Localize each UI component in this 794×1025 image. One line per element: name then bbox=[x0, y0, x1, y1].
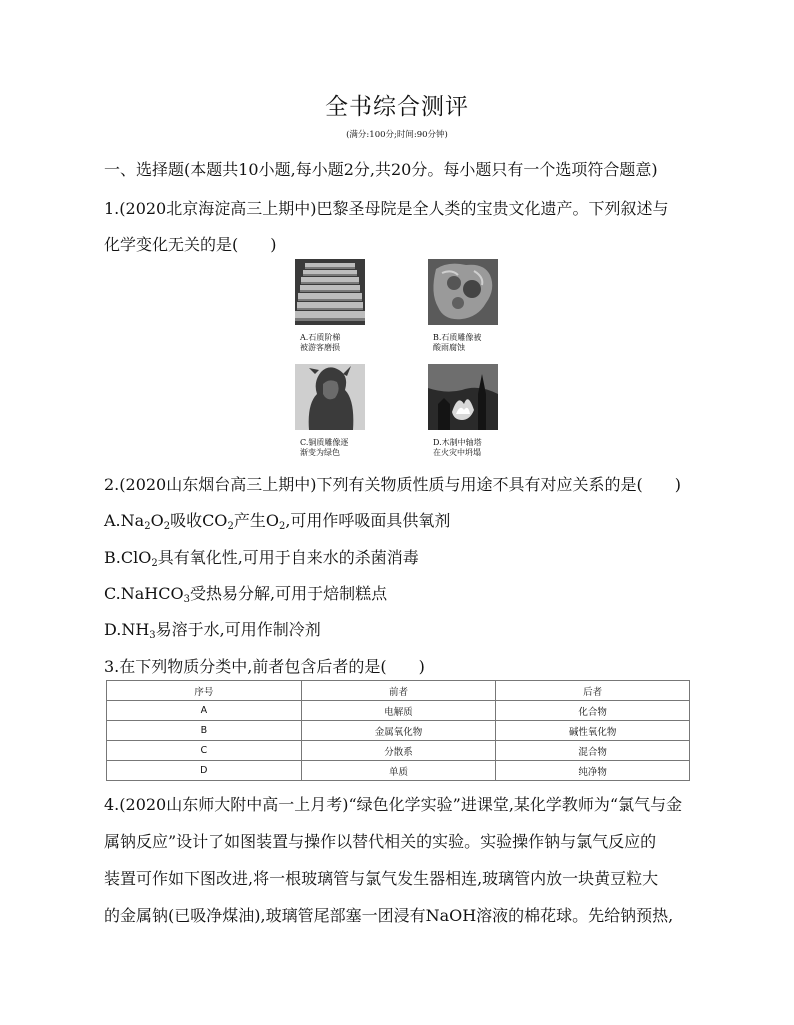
q2-d-sub-1: 3 bbox=[149, 630, 156, 641]
table-cell: 单质 bbox=[301, 761, 496, 781]
stone-steps-image bbox=[295, 259, 365, 325]
q2-c-sub-1: 3 bbox=[183, 594, 190, 605]
q1-caption-d: D.木制中轴塔 在火灾中坍塌 bbox=[433, 438, 482, 457]
table-row bbox=[107, 741, 690, 761]
page-subtitle: (满分:100分;时间:90分钟) bbox=[346, 130, 448, 140]
q1-caption-c: C.铜质雕像逐 渐变为绿色 bbox=[300, 438, 349, 457]
table-row bbox=[107, 761, 690, 781]
table-row bbox=[107, 721, 690, 741]
q2-c-text-1: C.NaHCO bbox=[104, 584, 184, 603]
q2-a-text-5: ,可用作呼吸面具供氧剂 bbox=[285, 511, 451, 530]
q2-a-text-3: 吸收CO bbox=[170, 511, 228, 530]
table-cell: C bbox=[107, 741, 302, 761]
section-heading: 一、选择题(本题共10小题,每小题2分,共20分。每小题只有一个选项符合题意) bbox=[104, 160, 658, 179]
stone-statue-image bbox=[428, 259, 498, 325]
q2-a-sub-3: 2 bbox=[227, 521, 234, 532]
q1-caption-b: B.石质雕像被 酸雨腐蚀 bbox=[433, 333, 482, 352]
copper-statue-image bbox=[295, 364, 365, 430]
page-title: 全书综合测评 bbox=[325, 94, 469, 120]
table-cell: A bbox=[107, 701, 302, 721]
table-cell: 纯净物 bbox=[496, 761, 690, 781]
q2-stem: 2.(2020山东烟台高三上期中)下列有关物质性质与用途不具有对应关系的是( ) bbox=[104, 475, 681, 494]
q2-b-text-2: 具有氧化性,可用于自来水的杀菌消毒 bbox=[157, 548, 419, 567]
q4-line2: 属钠反应”设计了如图装置与操作以替代相关的实验。实验操作钠与氯气反应的 bbox=[104, 832, 657, 851]
q2-option-a bbox=[104, 508, 450, 531]
q2-b-sub-1: 2 bbox=[151, 558, 158, 569]
q2-a-sub-1: 2 bbox=[144, 521, 151, 532]
q4-line3: 装置可作如下图改进,将一根玻璃管与氯气发生器相连,玻璃管内放一块黄豆粒大 bbox=[104, 869, 659, 888]
table-header-cell: 前者 bbox=[301, 681, 496, 701]
q2-option-d bbox=[104, 617, 321, 640]
q4-line4: 的金属钠(已吸净煤油),玻璃管尾部塞一团浸有NaOH溶液的棉花球。先给钠预热, bbox=[104, 906, 674, 925]
q3-table bbox=[106, 680, 690, 781]
q3-stem: 3.在下列物质分类中,前者包含后者的是( ) bbox=[104, 657, 425, 676]
q2-d-text-1: D.NH bbox=[104, 620, 150, 639]
q2-a-text-1: A.Na bbox=[104, 511, 145, 530]
q2-a-text-4: 产生O bbox=[233, 511, 279, 530]
table-cell: B bbox=[107, 721, 302, 741]
q2-option-b bbox=[104, 545, 419, 568]
table-cell: 电解质 bbox=[301, 701, 496, 721]
table-cell: 化合物 bbox=[496, 701, 690, 721]
table-cell: 混合物 bbox=[496, 741, 690, 761]
burning-spire-image bbox=[428, 364, 498, 430]
table-cell: 金属氧化物 bbox=[301, 721, 496, 741]
q1-stem-line2: 化学变化无关的是( ) bbox=[104, 235, 277, 254]
table-header-cell: 序号 bbox=[107, 681, 302, 701]
q2-a-sub-2: 2 bbox=[163, 521, 171, 532]
q2-d-text-2: 易溶于水,可用作制冷剂 bbox=[155, 620, 321, 639]
q2-c-text-2: 受热易分解,可用于焙制糕点 bbox=[189, 584, 388, 603]
table-cell: 碱性氧化物 bbox=[496, 721, 690, 741]
q4-line1: 4.(2020山东师大附中高一上月考)“绿色化学实验”进课堂,某化学教师为“氯气与金 bbox=[104, 795, 683, 814]
q1-caption-a: A.石质阶梯 被游客磨损 bbox=[300, 333, 341, 352]
table-header-cell: 后者 bbox=[496, 681, 690, 701]
q2-b-text-1: B.ClO bbox=[104, 548, 152, 567]
q2-a-sub-4: 2 bbox=[278, 521, 286, 532]
q1-stem-line1: 1.(2020北京海淀高三上期中)巴黎圣母院是全人类的宝贵文化遗产。下列叙述与 bbox=[104, 199, 669, 218]
table-cell: D bbox=[107, 761, 302, 781]
q2-option-c bbox=[104, 581, 387, 604]
table-header-row bbox=[107, 681, 690, 701]
q2-a-text-2: O bbox=[150, 511, 164, 530]
table-row bbox=[107, 701, 690, 721]
table-cell: 分散系 bbox=[301, 741, 496, 761]
